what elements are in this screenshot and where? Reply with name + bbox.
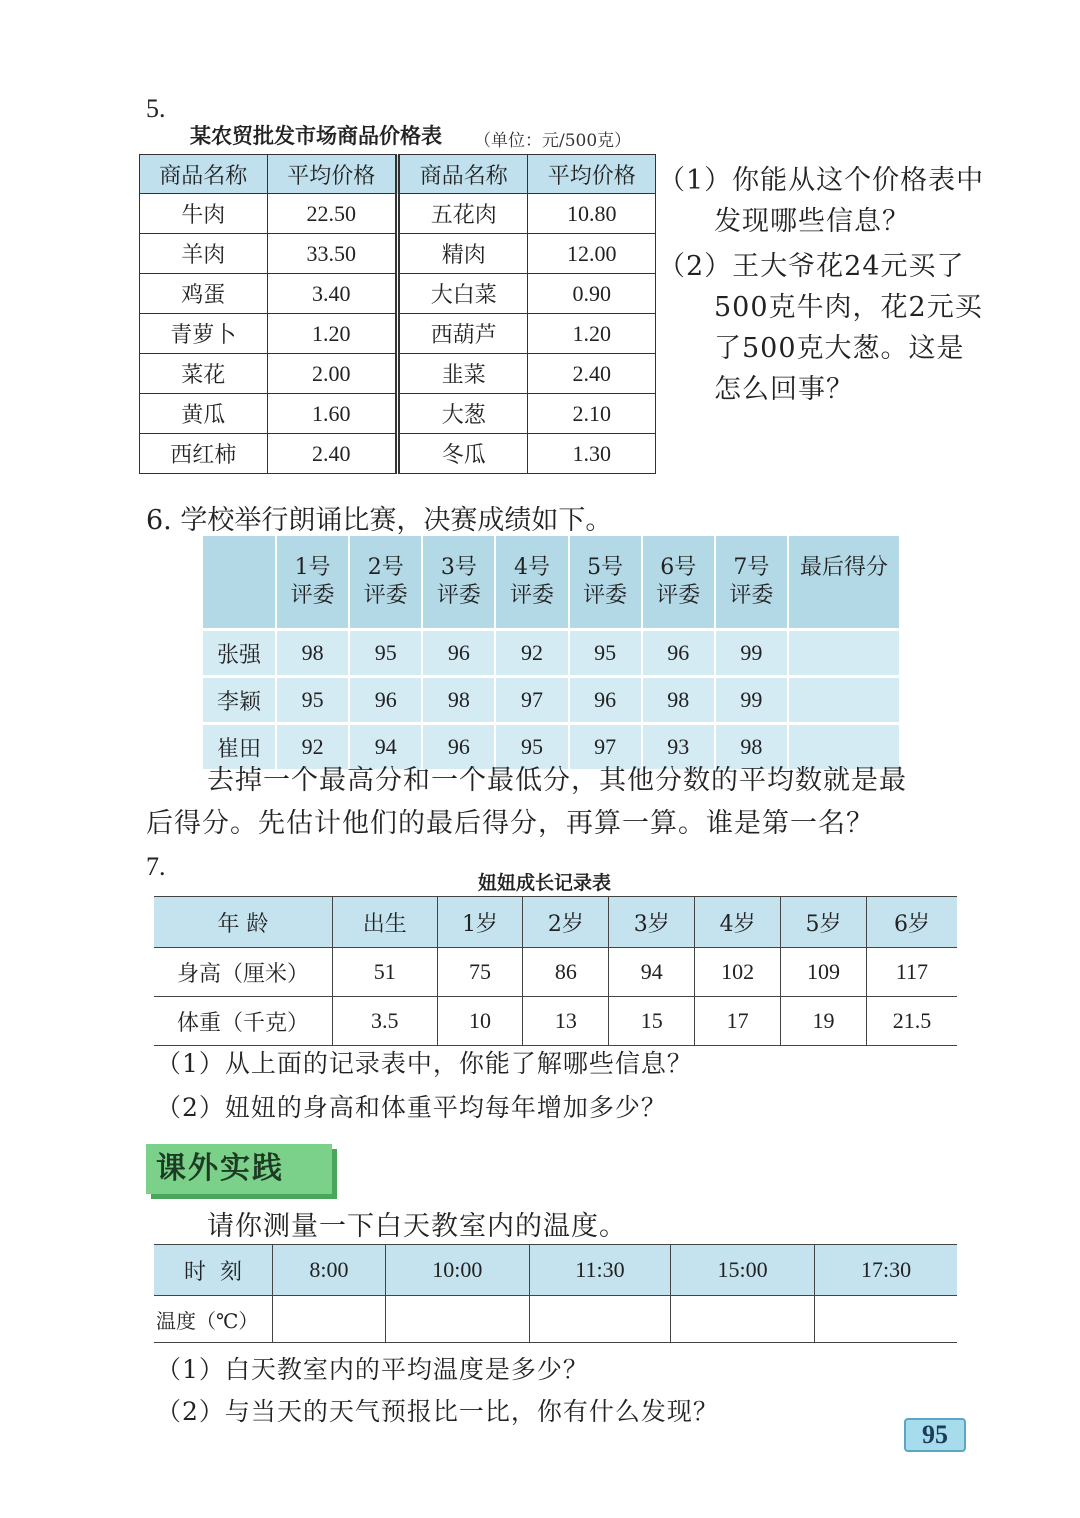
score-cell: 98 [422, 677, 495, 724]
judge-header: 1号 评委 [276, 536, 349, 630]
item-price: 22.50 [267, 194, 397, 234]
item-name: 鸡蛋 [140, 274, 268, 314]
item-price: 1.30 [528, 434, 656, 474]
table-row [203, 677, 899, 724]
growth-header: 5岁 [781, 897, 867, 948]
final-score-cell [788, 677, 899, 724]
item-price: 33.50 [267, 234, 397, 274]
final-score-header: 最后得分 [788, 536, 899, 630]
contestant-name: 崔田 [203, 724, 276, 770]
temperature-cell [273, 1296, 386, 1343]
item-name: 西葫芦 [397, 314, 527, 354]
time-header: 11:30 [529, 1245, 671, 1296]
item-price: 2.10 [528, 394, 656, 434]
height-cell: 86 [523, 948, 609, 997]
table-row [140, 354, 656, 394]
weight-cell: 3.5 [333, 997, 438, 1046]
practice-q1: （1）白天教室内的平均温度是多少？ [156, 1355, 589, 1384]
height-cell: 102 [695, 948, 781, 997]
growth-header: 1岁 [437, 897, 523, 948]
item-name: 黄瓜 [140, 394, 268, 434]
growth-table [154, 896, 957, 1046]
score-cell: 95 [276, 677, 349, 724]
problem-5-number: 5. [146, 94, 166, 123]
practice-badge: 课外实践 [146, 1144, 332, 1194]
time-header: 17:30 [815, 1245, 957, 1296]
time-label: 时 刻 [154, 1245, 273, 1296]
item-name: 冬瓜 [397, 434, 527, 474]
item-name: 青萝卜 [140, 314, 268, 354]
table-row [140, 434, 656, 474]
score-cell: 93 [642, 724, 715, 770]
temperature-cell [529, 1296, 671, 1343]
height-cell: 75 [437, 948, 523, 997]
score-cell: 96 [349, 677, 422, 724]
item-price: 1.20 [528, 314, 656, 354]
temperature-cell [671, 1296, 815, 1343]
height-label: 身高（厘米） [154, 948, 333, 997]
item-name: 羊肉 [140, 234, 268, 274]
score-cell: 99 [715, 630, 788, 677]
price-table-unit: （单位：元/500克） [474, 131, 632, 151]
score-cell: 94 [349, 724, 422, 770]
judge-header: 5号 评委 [569, 536, 642, 630]
page-number: 95 [904, 1418, 966, 1452]
weight-cell: 19 [781, 997, 867, 1046]
practice-q2: （2）与当天的天气预报比一比，你有什么发现？ [156, 1397, 719, 1426]
final-score-cell [788, 630, 899, 677]
table-row [154, 997, 957, 1046]
score-cell: 96 [422, 724, 495, 770]
price-table-header-row [140, 155, 656, 194]
height-cell: 117 [866, 948, 957, 997]
score-header-corner [203, 536, 276, 630]
problem-6-instruction-line2: 后得分。先估计他们的最后得分，再算一算。谁是第一名？ [146, 808, 874, 839]
table-row [154, 948, 957, 997]
table-row [140, 234, 656, 274]
item-name: 精肉 [397, 234, 527, 274]
temperature-cell [385, 1296, 529, 1343]
item-price: 2.40 [267, 434, 397, 474]
problem-7-number: 7. [146, 852, 166, 881]
score-cell: 98 [276, 630, 349, 677]
item-price: 0.90 [528, 274, 656, 314]
judge-header: 2号 评委 [349, 536, 422, 630]
growth-header: 3岁 [609, 897, 695, 948]
weight-cell: 10 [437, 997, 523, 1046]
item-name: 大葱 [397, 394, 527, 434]
score-cell: 96 [422, 630, 495, 677]
score-cell: 95 [569, 630, 642, 677]
table-row [140, 314, 656, 354]
item-price: 2.00 [267, 354, 397, 394]
score-cell: 98 [715, 724, 788, 770]
problem-6-instruction-line1: 去掉一个最高分和一个最低分，其他分数的平均数就是最 [207, 765, 907, 796]
problem-7-q1: （1）从上面的记录表中，你能了解哪些信息？ [156, 1049, 693, 1078]
weight-cell: 17 [695, 997, 781, 1046]
contestant-name: 李颖 [203, 677, 276, 724]
item-price: 1.60 [267, 394, 397, 434]
price-table-title: 某农贸批发市场商品价格表 [190, 124, 442, 148]
score-cell: 95 [349, 630, 422, 677]
temperature-table [154, 1244, 957, 1343]
problem-5-q1-line1: （1）你能从这个价格表中 [658, 165, 985, 196]
height-cell: 109 [781, 948, 867, 997]
item-name: 韭菜 [397, 354, 527, 394]
time-header: 8:00 [273, 1245, 386, 1296]
practice-intro: 请你测量一下白天教室内的温度。 [207, 1211, 627, 1242]
item-name: 五花肉 [397, 194, 527, 234]
growth-header-row [154, 897, 957, 948]
problem-5-q2-line2: 500克牛肉，花2元买 [714, 292, 983, 323]
height-cell: 51 [333, 948, 438, 997]
temperature-cell [815, 1296, 957, 1343]
problem-5-q2-line1: （2）王大爷花24元买了 [658, 251, 965, 282]
score-cell: 97 [495, 677, 568, 724]
score-cell: 92 [495, 630, 568, 677]
weight-cell: 15 [609, 997, 695, 1046]
time-header: 10:00 [385, 1245, 529, 1296]
item-price: 12.00 [528, 234, 656, 274]
score-cell: 97 [569, 724, 642, 770]
contestant-name: 张强 [203, 630, 276, 677]
weight-cell: 21.5 [866, 997, 957, 1046]
judge-header: 4号 评委 [495, 536, 568, 630]
judge-header: 3号 评委 [422, 536, 495, 630]
price-header-name-2: 商品名称 [397, 155, 527, 194]
table-row [140, 274, 656, 314]
growth-header: 6岁 [866, 897, 957, 948]
growth-header: 年 龄 [154, 897, 333, 948]
item-name: 菜花 [140, 354, 268, 394]
price-header-name-1: 商品名称 [140, 155, 268, 194]
problem-7-q2: （2）妞妞的身高和体重平均每年增加多少？ [156, 1093, 667, 1122]
item-price: 2.40 [528, 354, 656, 394]
judge-header: 7号 评委 [715, 536, 788, 630]
score-cell: 96 [642, 630, 715, 677]
item-price: 3.40 [267, 274, 397, 314]
score-cell: 98 [642, 677, 715, 724]
problem-5-q1-line2: 发现哪些信息？ [714, 206, 910, 237]
item-price: 10.80 [528, 194, 656, 234]
temperature-header-row [154, 1245, 957, 1296]
table-row [154, 1296, 957, 1343]
growth-header: 2岁 [523, 897, 609, 948]
score-table-header-row [203, 536, 899, 630]
temperature-label: 温度（℃） [154, 1296, 273, 1343]
item-name: 牛肉 [140, 194, 268, 234]
growth-table-title: 妞妞成长记录表 [478, 872, 612, 894]
time-header: 15:00 [671, 1245, 815, 1296]
score-cell: 92 [276, 724, 349, 770]
table-row [203, 630, 899, 677]
height-cell: 94 [609, 948, 695, 997]
price-header-price-1: 平均价格 [267, 155, 397, 194]
price-table [139, 154, 656, 474]
judge-header: 6号 评委 [642, 536, 715, 630]
score-table [203, 536, 899, 769]
price-header-price-2: 平均价格 [528, 155, 656, 194]
item-price: 1.20 [267, 314, 397, 354]
table-row [140, 194, 656, 234]
weight-cell: 13 [523, 997, 609, 1046]
problem-6-intro: 6. 学校举行朗诵比赛，决赛成绩如下。 [146, 505, 613, 536]
growth-header: 4岁 [695, 897, 781, 948]
score-cell: 99 [715, 677, 788, 724]
score-cell: 95 [495, 724, 568, 770]
table-row [140, 394, 656, 434]
score-cell: 96 [569, 677, 642, 724]
item-name: 大白菜 [397, 274, 527, 314]
item-name: 西红柿 [140, 434, 268, 474]
weight-label: 体重（千克） [154, 997, 333, 1046]
problem-5-q2-line4: 怎么回事？ [714, 374, 854, 405]
growth-header: 出生 [333, 897, 438, 948]
problem-5-q2-line3: 了500克大葱。这是 [714, 333, 965, 364]
